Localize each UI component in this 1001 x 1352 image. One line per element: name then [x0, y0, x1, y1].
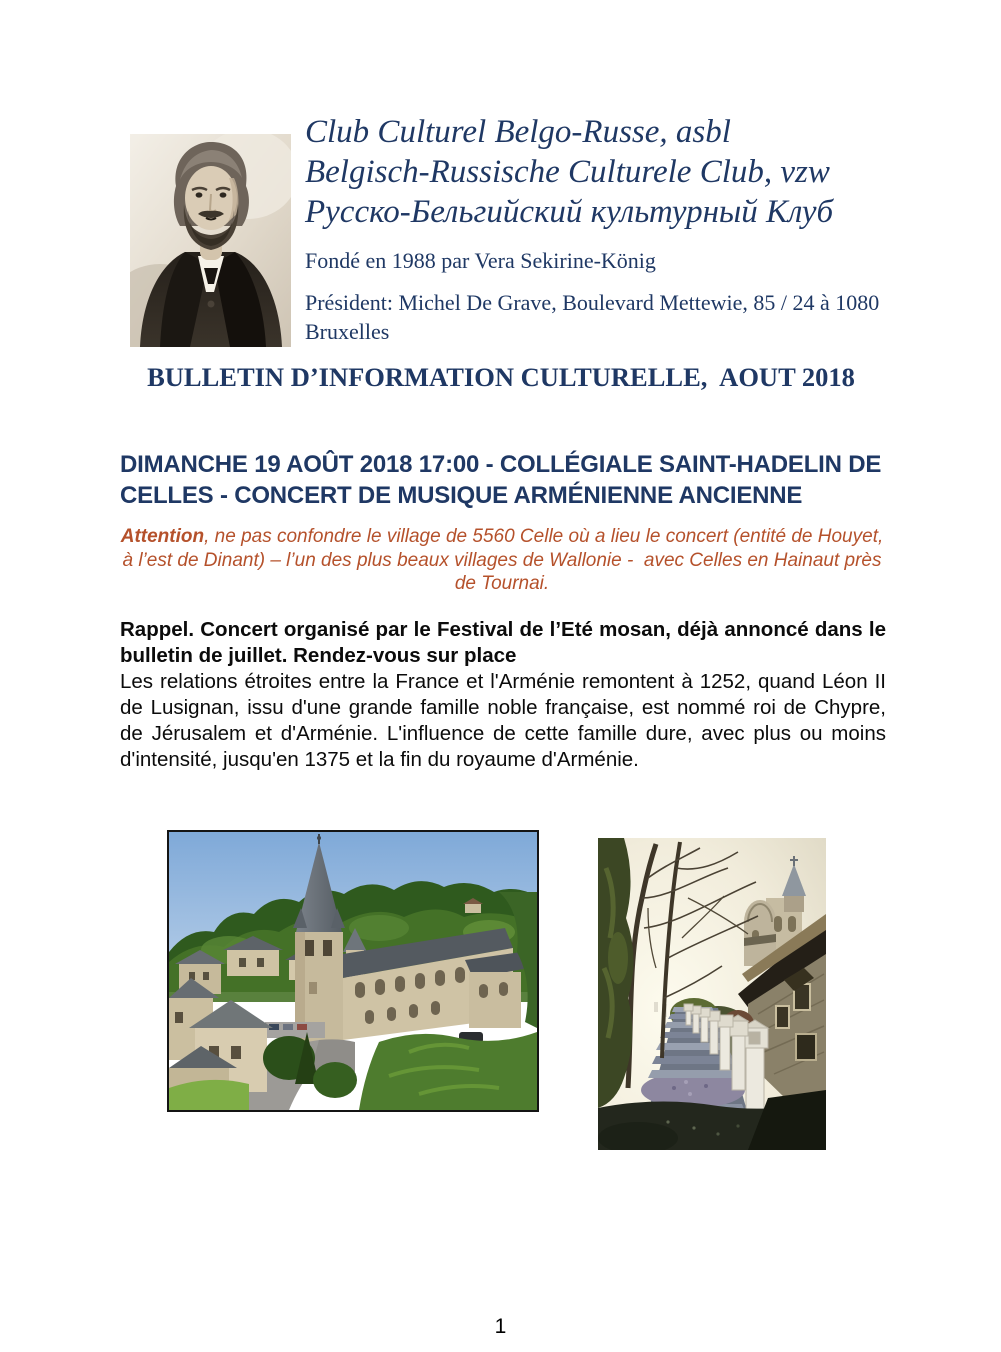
- attention-lead: Attention: [120, 526, 205, 547]
- article-block: [120, 617, 886, 773]
- page-number: 1: [494, 1315, 507, 1338]
- event-heading: DIMANCHE 19 AOÛT 2018 17:00 - COLLÉGIALE SAINT-HADELIN DE CELLES - CONCERT DE MUSIQUE ARMÉNIENNE ANCIENNE: [120, 451, 882, 509]
- president-line: Président: Michel De Grave, Boulevard Mettewie, 85 / 24 à 1080 Bruxelles: [305, 290, 880, 344]
- bulletin-title: BULLETIN D’INFORMATION CULTURELLE, AOUT 2018: [147, 362, 855, 392]
- club-title-ru: Русско-Бельгийский культурный Клуб: [305, 194, 834, 230]
- portrait-engraving-icon: [130, 134, 291, 347]
- photo-celles-village: [167, 830, 539, 1112]
- rappel-paragraph: Rappel. Concert organisé par le Festival de l’Eté mosan, déjà annoncé dans le bulletin de juillet. Rendez-vous sur place: [120, 618, 886, 667]
- club-title-fr: Club Culturel Belgo-Russe, asbl: [305, 114, 731, 150]
- attention-rest: , ne pas confondre le village de 5560 Celle où a lieu le concert (entité de Houyet, à l’est de Dinant) – l’un des plus beaux villages de Wallonie - avec Celles en Hainaut près de Tournai.: [122, 526, 889, 594]
- photo-stairway-pillars: [598, 838, 826, 1150]
- club-title-nl: Belgisch-Russische Culturele Club, vzw: [305, 154, 830, 190]
- attention-note: [120, 525, 889, 596]
- founded-line: Fondé en 1988 par Vera Sekirine-König: [305, 248, 656, 273]
- body-paragraph: Les relations étroites entre la France et l'Arménie remontent à 1252, quand Léon II de Lusignan, issu d'une grande famille noble française, est nommé roi de Chypre, de Jérusalem et d'Arménie. L'influence de cette famille dure, avec plus ou moins d'intensité, jusqu'en 1375 et la fin du royaume d'Arménie.: [120, 670, 886, 771]
- club-header: [305, 112, 883, 346]
